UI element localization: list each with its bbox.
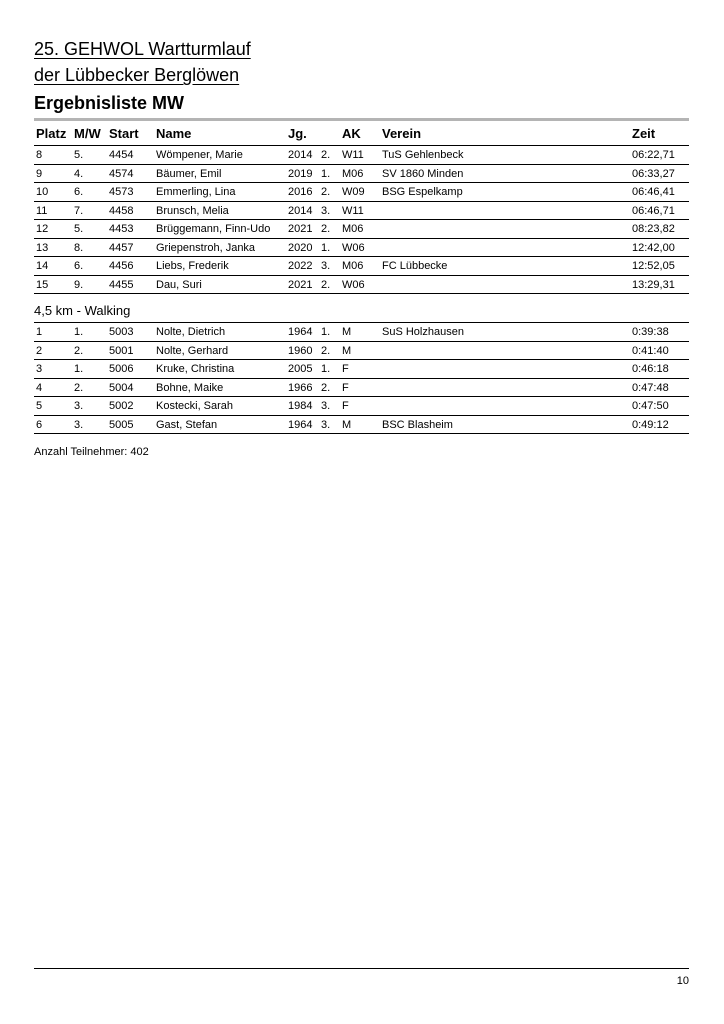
cell-start: 5004 <box>109 381 134 394</box>
cell-ak: F <box>342 363 349 375</box>
section-title-walking: 4,5 km - Walking <box>34 303 131 318</box>
cell-verein: SuS Holzhausen <box>382 326 464 338</box>
cell-jg: 2014 <box>288 204 313 217</box>
cell-start: 4458 <box>109 204 134 217</box>
cell-mw: 4. <box>74 167 84 180</box>
cell-name: Kruke, Christina <box>156 363 235 375</box>
cell-jg: 2021 <box>288 278 313 291</box>
table-row <box>34 165 689 184</box>
cell-start: 5005 <box>109 418 134 431</box>
cell-zeit: 0:47:50 <box>632 400 669 412</box>
column-header-start: Start <box>109 126 139 141</box>
table-row <box>34 257 689 276</box>
cell-ak: F <box>342 400 349 412</box>
cell-ak: M06 <box>342 167 364 180</box>
result-list-subtitle: Ergebnisliste MW <box>34 93 185 113</box>
cell-platz: 13 <box>36 241 49 254</box>
header-separator <box>34 118 689 121</box>
cell-ak: W06 <box>342 278 365 291</box>
participant-count: Anzahl Teilnehmer: 402 <box>34 446 149 458</box>
cell-platz: 5 <box>36 400 43 412</box>
table-row <box>34 276 689 295</box>
cell-zeit: 12:42,00 <box>632 241 675 254</box>
cell-name: Nolte, Dietrich <box>156 326 226 338</box>
cell-zeit: 06:22,71 <box>632 149 675 161</box>
cell-ak: W06 <box>342 241 365 254</box>
cell-name: Nolte, Gerhard <box>156 344 229 357</box>
cell-ak: M <box>342 344 352 357</box>
table-row <box>34 342 689 361</box>
table-row <box>34 239 689 258</box>
cell-zeit: 0:49:12 <box>632 418 669 431</box>
cell-mw: 9. <box>74 278 84 291</box>
cell-platz: 8 <box>36 149 43 161</box>
cell-ak: W09 <box>342 186 365 198</box>
cell-verein: FC Lübbecke <box>382 260 448 272</box>
cell-start: 4455 <box>109 278 134 291</box>
cell-jg: 1960 <box>288 344 313 357</box>
cell-rank: 2. <box>321 149 331 161</box>
cell-name: Brunsch, Melia <box>156 204 229 217</box>
cell-mw: 5. <box>74 149 84 161</box>
table-row <box>34 220 689 239</box>
cell-start: 4453 <box>109 223 134 235</box>
cell-mw: 2. <box>74 381 84 394</box>
cell-name: Griepenstroh, Janka <box>156 241 256 254</box>
cell-rank: 2. <box>321 344 331 357</box>
cell-jg: 1964 <box>288 418 313 431</box>
cell-platz: 4 <box>36 381 43 394</box>
cell-mw: 1. <box>74 326 84 338</box>
cell-jg: 2019 <box>288 167 313 180</box>
table-row <box>34 202 689 221</box>
cell-mw: 1. <box>74 363 84 375</box>
cell-rank: 1. <box>321 363 331 375</box>
cell-start: 5002 <box>109 400 134 412</box>
cell-name: Emmerling, Lina <box>156 186 236 198</box>
cell-jg: 2016 <box>288 186 313 198</box>
cell-ak: M06 <box>342 260 364 272</box>
cell-verein: TuS Gehlenbeck <box>382 149 464 161</box>
cell-rank: 3. <box>321 204 331 217</box>
cell-ak: W11 <box>342 204 364 217</box>
cell-jg: 2021 <box>288 223 313 235</box>
cell-platz: 3 <box>36 363 43 375</box>
cell-rank: 2. <box>321 381 331 394</box>
cell-jg: 1984 <box>288 400 313 412</box>
cell-rank: 2. <box>321 278 331 291</box>
cell-name: Dau, Suri <box>156 278 202 291</box>
cell-platz: 14 <box>36 260 49 272</box>
cell-start: 5001 <box>109 344 134 357</box>
column-header-verein: Verein <box>382 126 422 141</box>
cell-name: Gast, Stefan <box>156 418 218 431</box>
cell-rank: 3. <box>321 418 331 431</box>
column-header-name: Name <box>156 126 192 141</box>
cell-zeit: 12:52,05 <box>632 260 675 272</box>
cell-zeit: 06:46,71 <box>632 204 675 217</box>
cell-mw: 3. <box>74 400 84 412</box>
cell-mw: 7. <box>74 204 84 217</box>
cell-ak: M <box>342 418 352 431</box>
cell-mw: 3. <box>74 418 84 431</box>
cell-platz: 10 <box>36 186 49 198</box>
cell-verein: SV 1860 Minden <box>382 167 464 180</box>
cell-mw: 2. <box>74 344 84 357</box>
cell-platz: 11 <box>36 204 48 217</box>
cell-name: Liebs, Frederik <box>156 260 229 272</box>
cell-jg: 2022 <box>288 260 313 272</box>
cell-ak: M06 <box>342 223 364 235</box>
table-row <box>34 323 689 342</box>
cell-verein: BSC Blasheim <box>382 418 453 431</box>
cell-rank: 2. <box>321 186 331 198</box>
column-header-jg: Jg. <box>288 126 307 141</box>
cell-jg: 2020 <box>288 241 313 254</box>
cell-rank: 1. <box>321 326 331 338</box>
cell-jg: 1966 <box>288 381 313 394</box>
cell-platz: 6 <box>36 418 43 431</box>
cell-jg: 1964 <box>288 326 313 338</box>
cell-ak: M <box>342 326 352 338</box>
cell-jg: 2005 <box>288 363 313 375</box>
cell-platz: 1 <box>36 326 43 338</box>
cell-zeit: 0:47:48 <box>632 381 669 394</box>
cell-name: Bohne, Maike <box>156 381 224 394</box>
table-row <box>34 146 689 165</box>
cell-zeit: 0:39:38 <box>632 326 669 338</box>
page-number: 10 <box>676 975 689 987</box>
cell-name: Brüggemann, Finn-Udo <box>156 223 271 235</box>
table-row <box>34 360 689 379</box>
table-row <box>34 183 689 202</box>
cell-verein: BSG Espelkamp <box>382 186 463 198</box>
cell-start: 4574 <box>109 167 134 180</box>
cell-zeit: 0:46:18 <box>632 363 669 375</box>
cell-ak: W11 <box>342 149 364 161</box>
column-header-ak: AK <box>342 126 361 141</box>
cell-start: 5006 <box>109 363 134 375</box>
cell-mw: 6. <box>74 186 84 198</box>
cell-name: Bäumer, Emil <box>156 167 222 180</box>
cell-start: 4573 <box>109 186 134 198</box>
cell-rank: 1. <box>321 241 331 254</box>
column-header-zeit: Zeit <box>632 126 656 141</box>
cell-mw: 8. <box>74 241 84 254</box>
cell-start: 4456 <box>109 260 134 272</box>
table-row <box>34 397 689 416</box>
table-header <box>34 124 689 144</box>
cell-jg: 2014 <box>288 149 313 161</box>
cell-rank: 3. <box>321 400 331 412</box>
cell-zeit: 0:41:40 <box>632 344 669 357</box>
cell-name: Kostecki, Sarah <box>156 400 234 412</box>
cell-zeit: 06:46,41 <box>632 186 675 198</box>
cell-zeit: 08:23,82 <box>632 223 675 235</box>
cell-start: 4457 <box>109 241 134 254</box>
document-title-line-2: der Lübbecker Berglöwen <box>34 65 240 85</box>
cell-platz: 9 <box>36 167 43 180</box>
cell-start: 4454 <box>109 149 134 161</box>
table-row <box>34 379 689 398</box>
cell-start: 5003 <box>109 326 134 338</box>
table-row <box>34 416 689 435</box>
cell-platz: 2 <box>36 344 43 357</box>
cell-platz: 12 <box>36 223 49 235</box>
cell-rank: 1. <box>321 167 331 180</box>
cell-zeit: 13:29,31 <box>632 278 675 291</box>
document-title-line-1: 25. GEHWOL Wartturmlauf <box>34 39 251 59</box>
cell-ak: F <box>342 381 349 394</box>
cell-zeit: 06:33,27 <box>632 167 675 180</box>
cell-mw: 6. <box>74 260 84 272</box>
column-header-platz: Platz <box>36 126 67 141</box>
cell-name: Wömpener, Marie <box>156 149 243 161</box>
cell-rank: 3. <box>321 260 331 272</box>
column-header-mw: M/W <box>74 126 101 141</box>
cell-rank: 2. <box>321 223 331 235</box>
cell-mw: 5. <box>74 223 84 235</box>
cell-platz: 15 <box>36 278 49 291</box>
footer-rule <box>34 968 689 969</box>
